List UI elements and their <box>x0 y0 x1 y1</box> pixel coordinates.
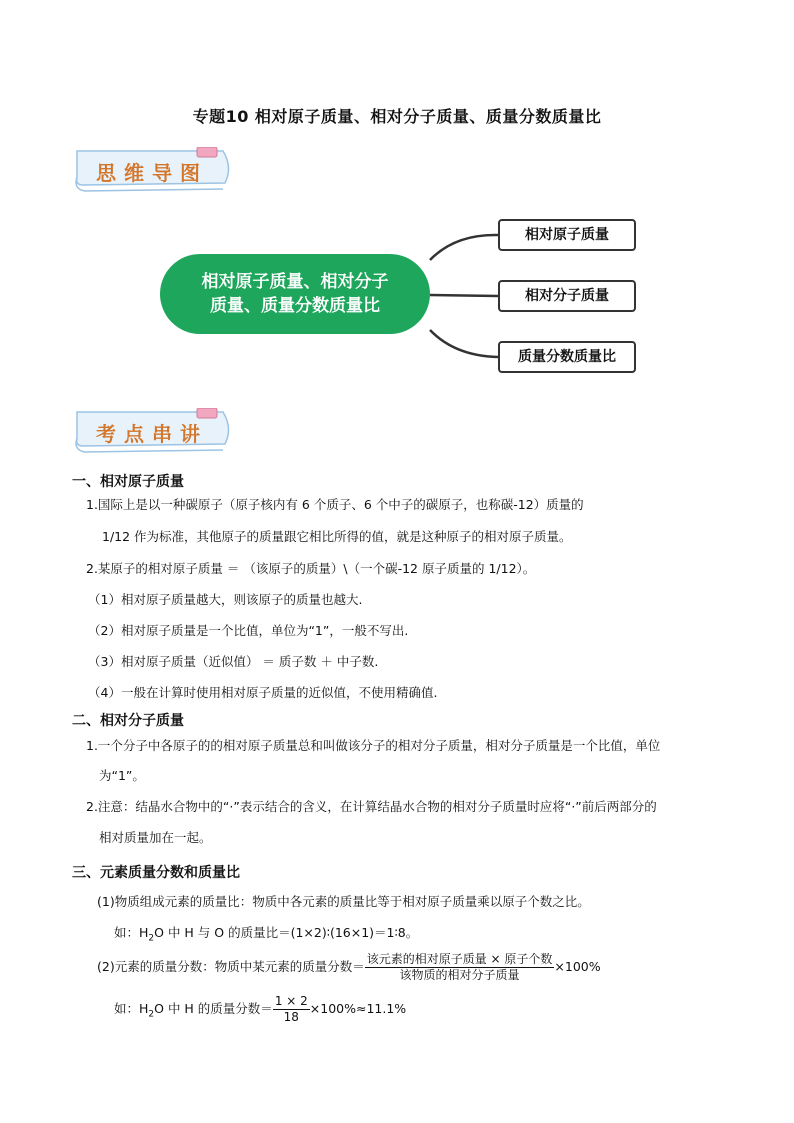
fraction: $\frac{\text{该元素的相对原子质量 × 原子个数}}{\text{该物质的相对分子质量}}$ <box>366 952 553 982</box>
example-fraction: 如：$H_2O$ 中 H 的质量分数＝ $\frac{1 \times 2}{18}$ ×100%≈11.1% <box>114 994 407 1024</box>
list-item: （3）相对原子质量（近似值） ＝ 质子数 ＋ 中子数. <box>88 654 379 669</box>
paragraph: 2.注意：结晶水合物中的“·”表示结合的含义，在计算结晶水合物的相对分子质量时应将“·”前后两部分的 <box>86 799 657 814</box>
example-ratio: 如：$H_2O$ 中 H 与 O 的质量比＝(1×2)∶(16×1)＝1∶8。 <box>114 925 419 944</box>
key-points-banner-label: 考点串讲 <box>96 422 208 446</box>
paragraph: 1.一个分子中各原子的的相对原子质量总和叫做该分子的相对分子质量，相对分子质量是一个比值，单位 <box>86 738 661 753</box>
fraction: $\frac{1 \times 2}{18}$ <box>274 994 308 1024</box>
paragraph: 1.国际上是以一种碳原子（原子核内有 6 个质子、6 个中子的碳原子，也称碳-12）质量的 <box>86 497 584 512</box>
paragraph: (1)物质组成元素的质量比：物质中各元素的质量比等于相对原子质量乘以原子个数之比。 <box>97 894 590 909</box>
mind-map-center-line1: 相对原子质量、相对分子 <box>201 272 389 292</box>
mind-map-node: 相对原子质量 <box>498 219 636 251</box>
section-heading: 二、相对分子质量 <box>72 713 184 729</box>
mind-map-banner <box>73 147 235 193</box>
paragraph: 为“1”。 <box>99 768 145 783</box>
mind-map-node: 相对分子质量 <box>498 280 636 312</box>
mass-fraction-formula: (2)元素的质量分数：物质中某元素的质量分数＝ $\frac{\text{该元素的相对原子质量 × 原子个数}}{\text{该物质的相对分子质量}}$ ×100% <box>97 952 601 982</box>
section-heading: 三、元素质量分数和质量比 <box>72 865 240 881</box>
mind-map-center-line2: 质量、质量分数质量比 <box>210 296 380 316</box>
list-item: （4）一般在计算时使用相对原子质量的近似值，不使用精确值. <box>88 685 438 700</box>
list-item: （1）相对原子质量越大，则该原子的质量也越大. <box>88 592 363 607</box>
mind-map-node: 质量分数质量比 <box>498 341 636 373</box>
paragraph: 1/12 作为标准，其他原子的质量跟它相比所得的值，就是这种原子的相对原子质量。 <box>102 529 572 544</box>
paragraph: 相对质量加在一起。 <box>99 830 212 845</box>
page-title: 专题10 相对原子质量、相对分子质量、质量分数质量比 <box>192 107 602 126</box>
key-points-banner <box>73 408 235 454</box>
mind-map-center <box>160 254 430 334</box>
paragraph: 2.某原子的相对原子质量 ＝ （该原子的质量）\（一个碳-12 原子质量的 1/12）。 <box>86 561 536 576</box>
section-heading: 一、相对原子质量 <box>72 474 184 490</box>
list-item: （2）相对原子质量是一个比值，单位为“1”，一般不写出. <box>88 623 409 638</box>
mind-map-banner-label: 思维导图 <box>96 161 208 185</box>
